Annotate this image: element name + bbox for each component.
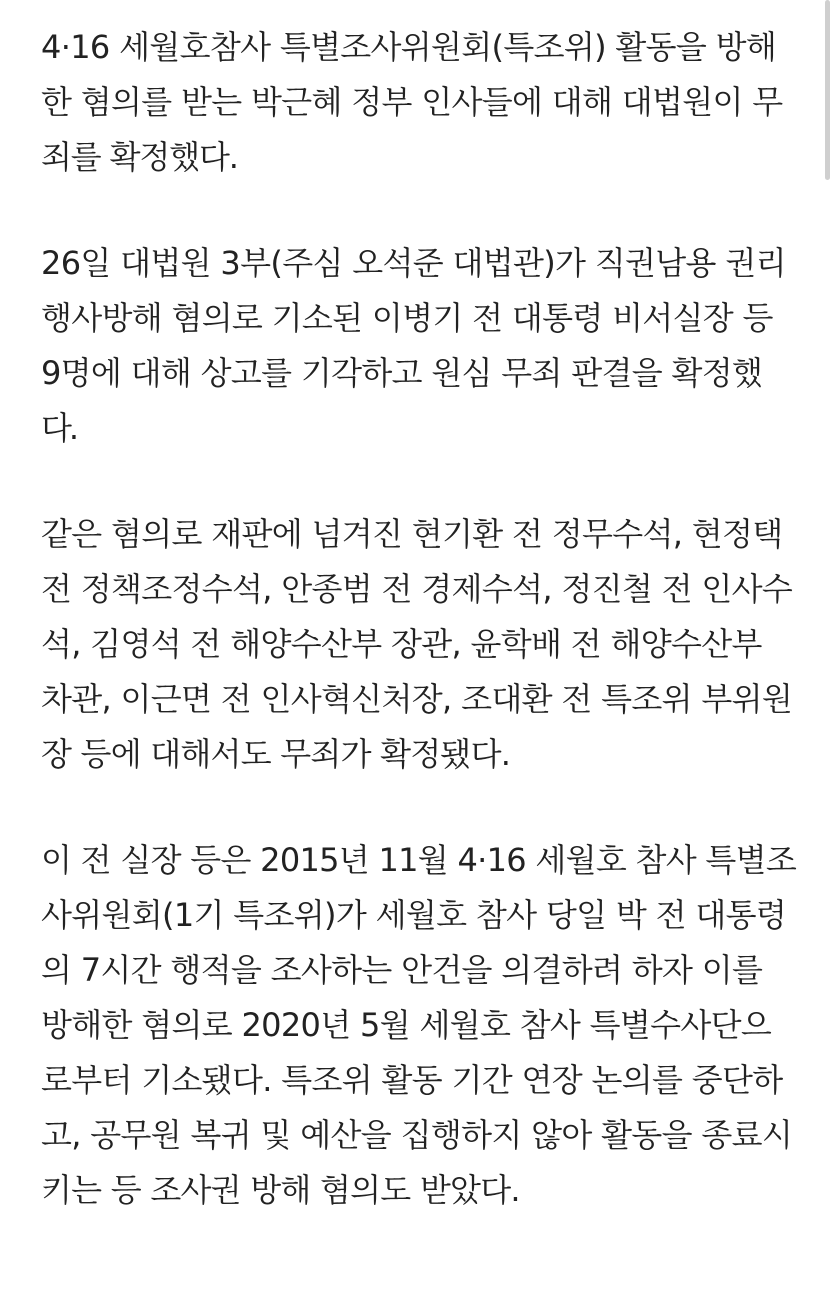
text-line: 석, 김영석 전 해양수산부 장관, 윤학배 전 해양수산부 (41, 625, 762, 663)
text-line: 한 혐의를 받는 박근혜 정부 인사들에 대해 대법원이 무 (41, 83, 783, 121)
text-line: 같은 혐의로 재판에 넘겨진 현기환 전 정무수석, 현정택 (41, 515, 783, 553)
text-line: 로부터 기소됐다. 특조위 활동 기간 연장 논의를 중단하 (41, 1061, 783, 1099)
text-line: 사위원회(1기 특조위)가 세월호 참사 당일 박 전 대통령 (41, 896, 787, 934)
text-line: 고, 공무원 복귀 및 예산을 집행하지 않아 활동을 종료시 (41, 1116, 793, 1154)
text-line: 이 전 실장 등은 2015년 11월 4·16 세월호 참사 특별조 (41, 841, 797, 879)
text-line: 다. (41, 409, 77, 447)
text-line: 행사방해 혐의로 기소된 이병기 전 대통령 비서실장 등 (41, 299, 773, 337)
text-line: 전 정책조정수석, 안종범 전 경제수석, 정진철 전 인사수 (41, 570, 793, 608)
text-line: 4·16 세월호참사 특별조사위원회(특조위) 활동을 방해 (41, 28, 777, 66)
text-line: 차관, 이근면 전 인사혁신처장, 조대환 전 특조위 부위원 (41, 680, 793, 718)
text-line: 26일 대법원 3부(주심 오석준 대법관)가 직권남용 권리 (41, 244, 786, 282)
paragraph-2 (41, 236, 801, 456)
paragraph-1 (41, 20, 801, 185)
text-line: 의 7시간 행적을 조사하는 안건을 의결하려 하자 이를 (41, 951, 763, 989)
article-body (41, 20, 801, 1269)
text-line: 9명에 대해 상고를 기각하고 원심 무죄 판결을 확정했 (41, 354, 763, 392)
paragraph-3 (41, 507, 801, 782)
text-line: 키는 등 조사권 방해 혐의도 받았다. (41, 1171, 520, 1209)
text-line: 죄를 확정했다. (41, 138, 238, 176)
paragraph-4 (41, 833, 801, 1218)
scrollbar-thumb[interactable] (825, 0, 830, 180)
text-line: 장 등에 대해서도 무죄가 확정됐다. (41, 735, 511, 773)
text-line: 방해한 혐의로 2020년 5월 세월호 참사 특별수사단으 (41, 1006, 772, 1044)
